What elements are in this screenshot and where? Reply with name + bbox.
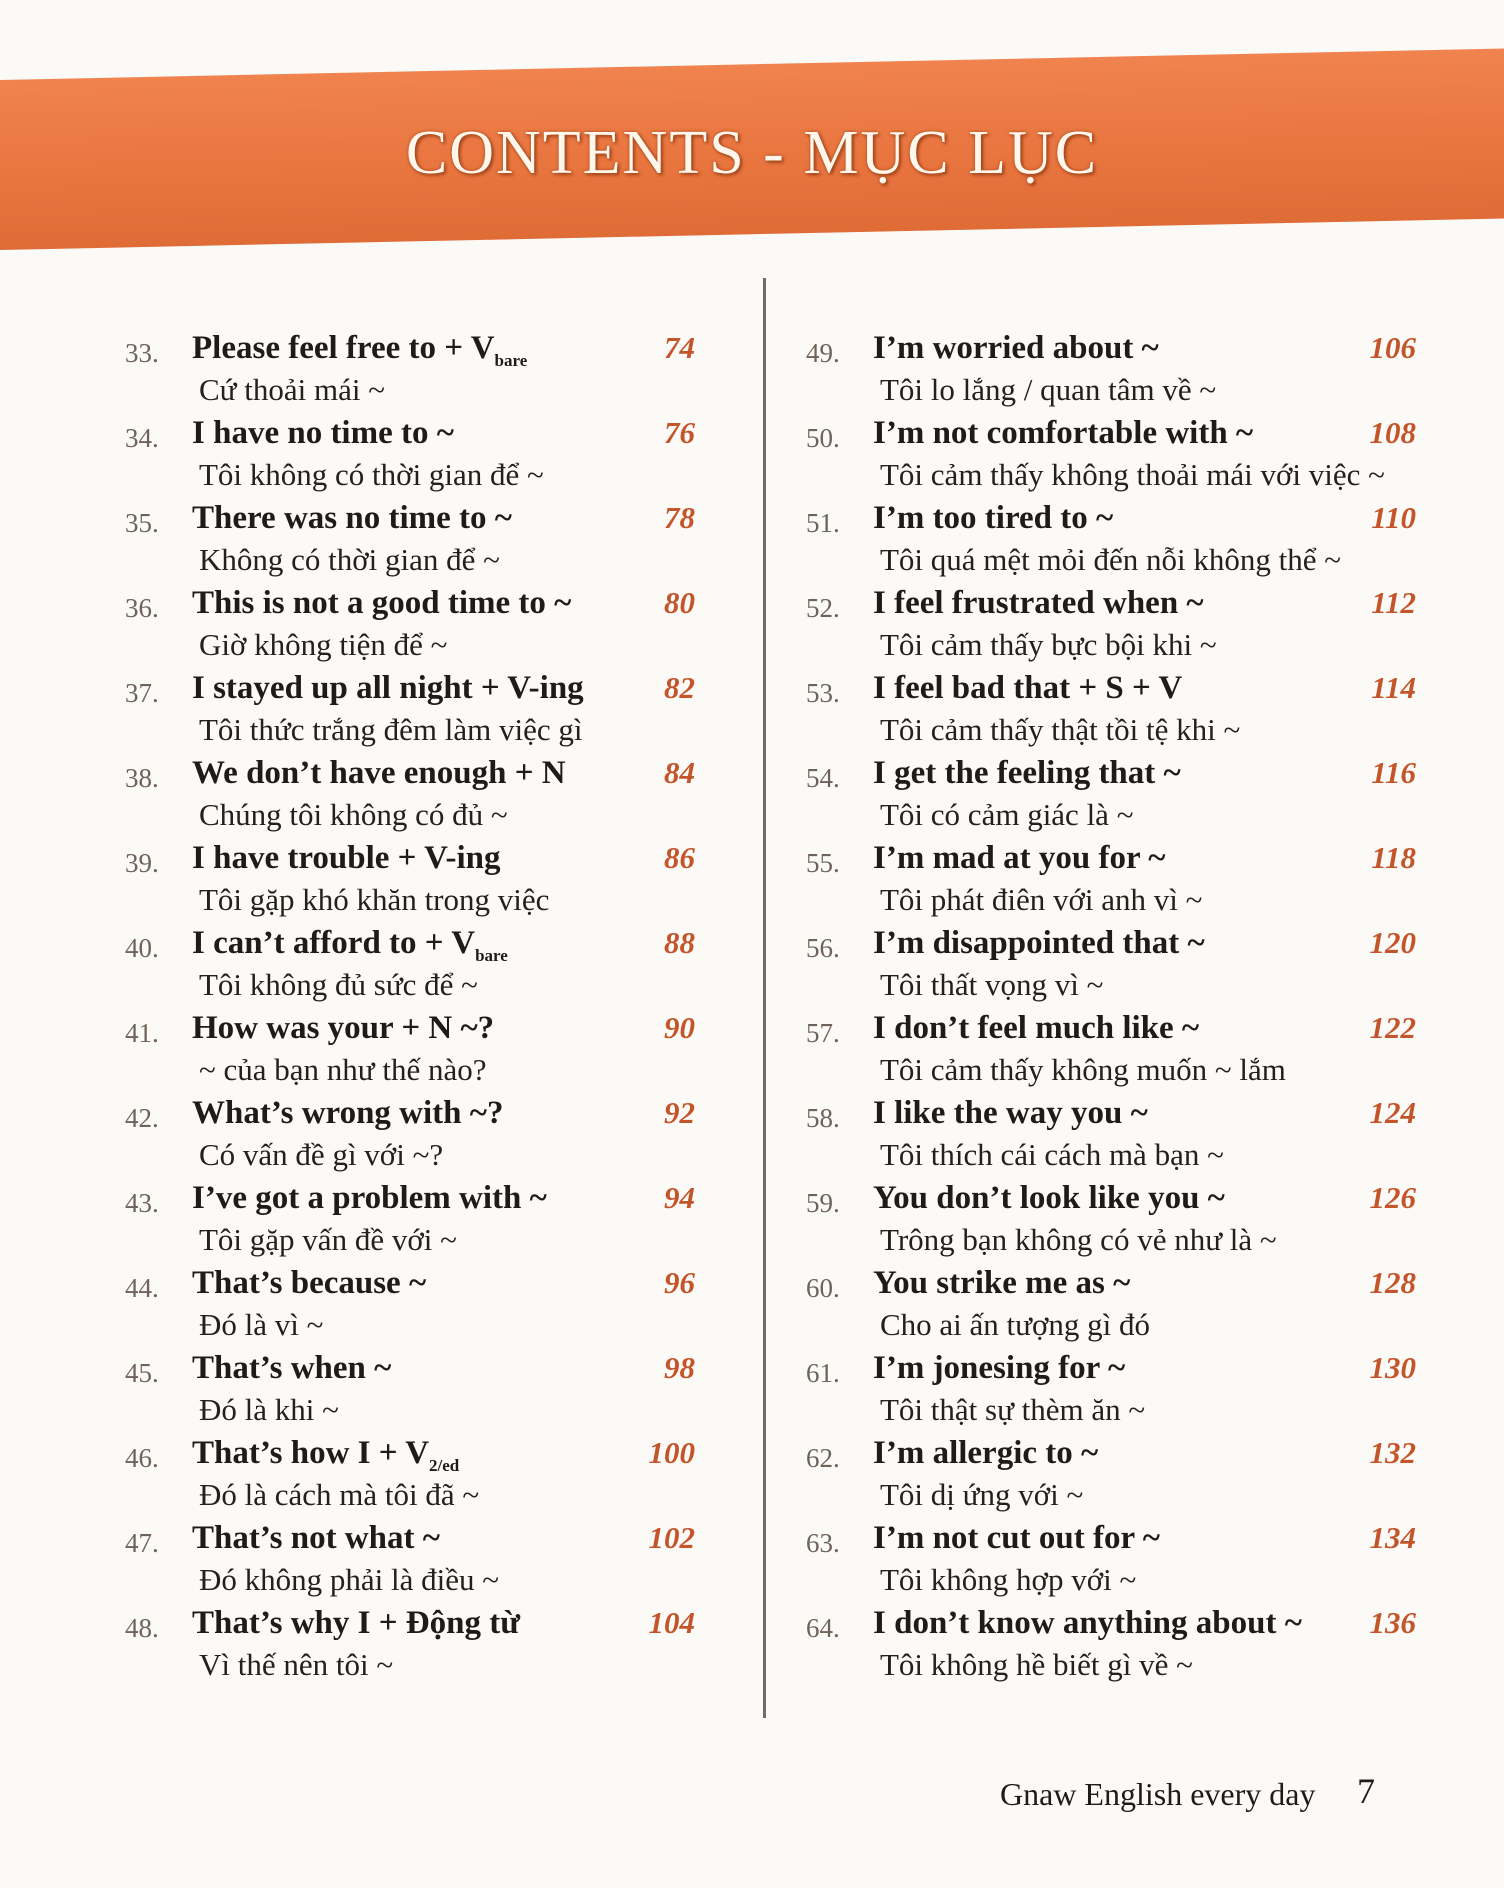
entry-number: 33. — [125, 338, 159, 368]
entry-page-number[interactable]: 74 — [664, 330, 695, 365]
entry-english-phrase — [873, 840, 1165, 877]
entry-number: 38. — [125, 763, 159, 793]
entry-number: 54. — [806, 763, 840, 793]
entry-english-phrase — [192, 755, 566, 792]
toc-entry[interactable] — [806, 1605, 1426, 1690]
entry-vietnamese-translation: Tôi thật sự thèm ăn ~ — [880, 1392, 1146, 1427]
entry-number: 58. — [806, 1103, 840, 1133]
entry-number: 46. — [125, 1443, 159, 1473]
toc-entry[interactable] — [806, 330, 1426, 415]
entry-vietnamese-translation: Tôi không có thời gian để ~ — [199, 457, 544, 492]
entry-subscript: 2/ed — [429, 1456, 460, 1475]
entry-page-number[interactable]: 82 — [664, 670, 695, 705]
entry-english-text: That’s not what ~ — [192, 1520, 440, 1556]
toc-entry[interactable] — [806, 755, 1426, 840]
toc-entry[interactable] — [125, 1095, 715, 1180]
entry-vietnamese-translation: Tôi không hề biết gì về ~ — [880, 1647, 1193, 1682]
toc-entry[interactable] — [806, 1265, 1426, 1350]
entry-english-text: I don’t feel much like ~ — [873, 1010, 1200, 1046]
entry-number: 35. — [125, 508, 159, 538]
entry-english-text: I’m not cut out for ~ — [873, 1520, 1160, 1556]
entry-vietnamese-translation: Tôi thích cái cách mà bạn ~ — [880, 1137, 1224, 1172]
column-divider — [763, 278, 766, 1718]
entry-vietnamese-translation: Tôi gặp vấn đề với ~ — [199, 1222, 457, 1257]
entry-page-number[interactable]: 96 — [664, 1265, 695, 1300]
entry-english-phrase — [873, 1520, 1160, 1557]
entry-number: 45. — [125, 1358, 159, 1388]
entry-page-number[interactable]: 98 — [664, 1350, 695, 1385]
entry-english-text: I get the feeling that ~ — [873, 755, 1181, 791]
entry-vietnamese-translation: Tôi cảm thấy thật tồi tệ khi ~ — [880, 712, 1241, 747]
toc-entry[interactable] — [806, 415, 1426, 500]
entry-english-text: There was no time to ~ — [192, 500, 512, 536]
contents-column-left — [125, 330, 715, 1690]
entry-english-text: How was your + N ~? — [192, 1010, 495, 1046]
entry-english-text: I’m allergic to ~ — [873, 1435, 1099, 1471]
entry-english-phrase — [192, 1350, 391, 1387]
entry-english-phrase — [873, 500, 1113, 537]
entry-vietnamese-translation: Đó là vì ~ — [199, 1307, 324, 1342]
entry-page-number[interactable]: 106 — [1369, 330, 1416, 365]
entry-page-number[interactable]: 86 — [664, 840, 695, 875]
entry-english-phrase — [192, 1435, 459, 1476]
entry-vietnamese-translation: Tôi thức trắng đêm làm việc gì — [199, 712, 583, 747]
entry-number: 53. — [806, 678, 840, 708]
entry-english-phrase — [873, 330, 1159, 367]
entry-english-phrase — [192, 925, 508, 966]
toc-entry[interactable] — [125, 670, 715, 755]
page-number: 7 — [1357, 1771, 1375, 1811]
entry-english-text: I like the way you ~ — [873, 1095, 1148, 1131]
entry-number: 61. — [806, 1358, 840, 1388]
entry-vietnamese-translation: Tôi không đủ sức để ~ — [199, 967, 478, 1002]
entry-english-phrase — [192, 1605, 520, 1642]
entry-number: 50. — [806, 423, 840, 453]
entry-page-number[interactable]: 136 — [1369, 1605, 1416, 1640]
entry-page-number[interactable]: 130 — [1369, 1350, 1416, 1385]
entry-vietnamese-translation: Trông bạn không có vẻ như là ~ — [880, 1222, 1277, 1257]
entry-english-text: That’s how I + V — [192, 1435, 430, 1471]
toc-entry[interactable] — [125, 1180, 715, 1265]
entry-vietnamese-translation: ~ của bạn như thế nào? — [199, 1052, 487, 1087]
entry-english-phrase — [192, 1095, 503, 1132]
entry-english-phrase — [873, 415, 1253, 452]
entry-vietnamese-translation: Tôi cảm thấy không thoải mái với việc ~ — [880, 457, 1385, 492]
entry-page-number[interactable]: 122 — [1369, 1010, 1416, 1045]
entry-vietnamese-translation: Tôi dị ứng với ~ — [880, 1477, 1084, 1512]
entry-english-text: I feel bad that + S + V — [873, 670, 1183, 706]
entry-english-phrase — [192, 585, 571, 622]
entry-page-number[interactable]: 94 — [664, 1180, 695, 1215]
entry-page-number[interactable]: 126 — [1369, 1180, 1416, 1215]
entry-english-phrase — [192, 1520, 440, 1557]
entry-number: 64. — [806, 1613, 840, 1643]
entry-number: 47. — [125, 1528, 159, 1558]
toc-entry[interactable] — [125, 1435, 715, 1520]
entry-number: 52. — [806, 593, 840, 623]
entry-english-phrase — [873, 1010, 1199, 1047]
entry-english-text: You don’t look like you ~ — [873, 1180, 1225, 1216]
entry-english-phrase — [873, 670, 1182, 707]
entry-page-number[interactable]: 116 — [1371, 755, 1416, 790]
toc-entry[interactable] — [806, 1520, 1426, 1605]
entry-number: 48. — [125, 1613, 159, 1643]
entry-number: 42. — [125, 1103, 159, 1133]
entry-english-phrase — [873, 585, 1204, 622]
entry-page-number[interactable]: 128 — [1369, 1265, 1416, 1300]
entry-page-number[interactable]: 80 — [664, 585, 695, 620]
entry-page-number[interactable]: 100 — [648, 1435, 695, 1470]
entry-english-text: That’s why I + Động từ — [192, 1605, 521, 1641]
toc-entry[interactable] — [125, 500, 715, 585]
entry-number: 57. — [806, 1018, 840, 1048]
entry-english-text: You strike me as ~ — [873, 1265, 1131, 1301]
entry-english-text: I’m not comfortable with ~ — [873, 415, 1254, 451]
entry-vietnamese-translation: Giờ không tiện để ~ — [199, 627, 448, 662]
entry-vietnamese-translation: Có vấn đề gì với ~? — [199, 1137, 444, 1172]
toc-entry[interactable] — [125, 330, 715, 415]
toc-entry[interactable] — [806, 840, 1426, 925]
entry-english-phrase — [192, 1010, 494, 1047]
toc-entry[interactable] — [125, 1010, 715, 1095]
entry-vietnamese-translation: Tôi phát điên với anh vì ~ — [880, 882, 1203, 917]
entry-page-number[interactable]: 76 — [664, 415, 695, 450]
entry-vietnamese-translation: Tôi cảm thấy bực bội khi ~ — [880, 627, 1217, 662]
entry-english-phrase — [192, 500, 512, 537]
entry-english-text: That’s when ~ — [192, 1350, 392, 1386]
entry-page-number[interactable]: 118 — [1371, 840, 1416, 875]
entry-number: 34. — [125, 423, 159, 453]
entry-vietnamese-translation: Không có thời gian để ~ — [199, 542, 500, 577]
entry-english-phrase — [192, 670, 584, 707]
toc-entry[interactable] — [806, 585, 1426, 670]
entry-page-number[interactable]: 110 — [1371, 500, 1416, 535]
entry-page-number[interactable]: 78 — [664, 500, 695, 535]
entry-page-number[interactable]: 120 — [1369, 925, 1416, 960]
entry-english-text: Please feel free to + V — [192, 330, 495, 366]
toc-entry[interactable] — [125, 1605, 715, 1690]
entry-english-phrase — [873, 1265, 1130, 1302]
entry-english-text: I stayed up all night + V-ing — [192, 670, 584, 706]
entry-page-number[interactable]: 102 — [648, 1520, 695, 1555]
entry-vietnamese-translation: Cho ai ấn tượng gì đó — [880, 1307, 1150, 1342]
toc-entry[interactable] — [806, 1435, 1426, 1520]
entry-page-number[interactable]: 92 — [664, 1095, 695, 1130]
toc-entry[interactable] — [125, 1350, 715, 1435]
entry-english-phrase — [873, 925, 1205, 962]
toc-entry[interactable] — [806, 1180, 1426, 1265]
entry-english-phrase — [873, 1180, 1225, 1217]
entry-page-number[interactable]: 108 — [1369, 415, 1416, 450]
entry-number: 60. — [806, 1273, 840, 1303]
entry-page-number[interactable]: 112 — [1371, 585, 1416, 620]
toc-entry[interactable] — [125, 1520, 715, 1605]
entry-number: 62. — [806, 1443, 840, 1473]
entry-english-text: I don’t know anything about ~ — [873, 1605, 1302, 1641]
entry-vietnamese-translation: Tôi có cảm giác là ~ — [880, 797, 1134, 832]
entry-english-text: I have no time to ~ — [192, 415, 454, 451]
entry-english-phrase — [873, 1435, 1098, 1472]
entry-page-number[interactable]: 104 — [648, 1605, 695, 1640]
entry-english-text: I’m worried about ~ — [873, 330, 1159, 366]
entry-page-number[interactable]: 124 — [1369, 1095, 1416, 1130]
entry-english-text: This is not a good time to ~ — [192, 585, 572, 621]
entry-page-number[interactable]: 134 — [1369, 1520, 1416, 1555]
entry-page-number[interactable]: 90 — [664, 1010, 695, 1045]
toc-entry[interactable] — [806, 925, 1426, 1010]
entry-vietnamese-translation: Đó là cách mà tôi đã ~ — [199, 1477, 480, 1512]
entry-english-text: What’s wrong with ~? — [192, 1095, 504, 1131]
entry-english-phrase — [192, 330, 527, 371]
toc-entry[interactable] — [806, 1350, 1426, 1435]
entry-vietnamese-translation: Tôi gặp khó khăn trong việc — [199, 882, 550, 917]
book-title-footer: Gnaw English every day — [1000, 1776, 1316, 1812]
entry-english-phrase — [192, 840, 501, 877]
entry-number: 41. — [125, 1018, 159, 1048]
toc-entry[interactable] — [806, 670, 1426, 755]
toc-entry[interactable] — [806, 1095, 1426, 1180]
entry-number: 39. — [125, 848, 159, 878]
entry-page-number[interactable]: 88 — [664, 925, 695, 960]
entry-vietnamese-translation: Tôi cảm thấy không muốn ~ lắm — [880, 1052, 1286, 1087]
entry-vietnamese-translation: Tôi lo lắng / quan tâm về ~ — [880, 372, 1217, 407]
entry-vietnamese-translation: Tôi quá mệt mỏi đến nỗi không thể ~ — [880, 542, 1342, 577]
contents-column-right — [806, 330, 1426, 1690]
entry-number: 49. — [806, 338, 840, 368]
entry-number: 51. — [806, 508, 840, 538]
entry-english-text: I feel frustrated when ~ — [873, 585, 1204, 621]
entry-vietnamese-translation: Đó là khi ~ — [199, 1392, 339, 1427]
entry-vietnamese-translation: Chúng tôi không có đủ ~ — [199, 797, 508, 832]
entry-page-number[interactable]: 84 — [664, 755, 695, 790]
entry-english-text: I can’t afford to + V — [192, 925, 476, 961]
toc-entry[interactable] — [125, 415, 715, 500]
entry-english-text: We don’t have enough + N — [192, 755, 566, 791]
entry-page-number[interactable]: 132 — [1369, 1435, 1416, 1470]
entry-english-text: I’m too tired to ~ — [873, 500, 1114, 536]
entry-english-text: I’ve got a problem with ~ — [192, 1180, 547, 1216]
entry-english-phrase — [873, 1095, 1148, 1132]
entry-vietnamese-translation: Tôi thất vọng vì ~ — [880, 967, 1104, 1002]
entry-page-number[interactable]: 114 — [1371, 670, 1416, 705]
entry-english-text: I’m jonesing for ~ — [873, 1350, 1126, 1386]
toc-entry[interactable] — [125, 1265, 715, 1350]
toc-entry[interactable] — [806, 1010, 1426, 1095]
entry-vietnamese-translation: Vì thế nên tôi ~ — [199, 1647, 394, 1682]
entry-english-phrase — [873, 755, 1181, 792]
entry-number: 36. — [125, 593, 159, 623]
toc-entry[interactable] — [125, 585, 715, 670]
entry-english-phrase — [192, 1265, 426, 1302]
entry-english-text: I have trouble + V-ing — [192, 840, 501, 876]
entry-english-text: I’m disappointed that ~ — [873, 925, 1205, 961]
entry-vietnamese-translation: Cứ thoải mái ~ — [199, 372, 385, 407]
entry-number: 43. — [125, 1188, 159, 1218]
entry-english-phrase — [873, 1605, 1302, 1642]
entry-number: 55. — [806, 848, 840, 878]
entry-english-phrase — [192, 1180, 547, 1217]
entry-number: 63. — [806, 1528, 840, 1558]
entry-vietnamese-translation: Đó không phải là điều ~ — [199, 1562, 500, 1597]
entry-subscript: bare — [494, 351, 528, 370]
entry-subscript: bare — [475, 946, 508, 965]
entry-number: 40. — [125, 933, 159, 963]
entry-number: 44. — [125, 1273, 159, 1303]
entry-english-text: I’m mad at you for ~ — [873, 840, 1166, 876]
toc-entry[interactable] — [125, 755, 715, 840]
toc-entry[interactable] — [125, 925, 715, 1010]
entry-number: 56. — [806, 933, 840, 963]
page-title: CONTENTS - MỤC LỤC — [405, 119, 1099, 187]
entry-vietnamese-translation: Tôi không hợp với ~ — [880, 1562, 1137, 1597]
entry-english-text: That’s because ~ — [192, 1265, 427, 1301]
entry-english-phrase — [192, 415, 454, 452]
entry-english-phrase — [873, 1350, 1125, 1387]
entry-number: 59. — [806, 1188, 840, 1218]
entry-number: 37. — [125, 678, 159, 708]
toc-entry[interactable] — [125, 840, 715, 925]
toc-entry[interactable] — [806, 500, 1426, 585]
